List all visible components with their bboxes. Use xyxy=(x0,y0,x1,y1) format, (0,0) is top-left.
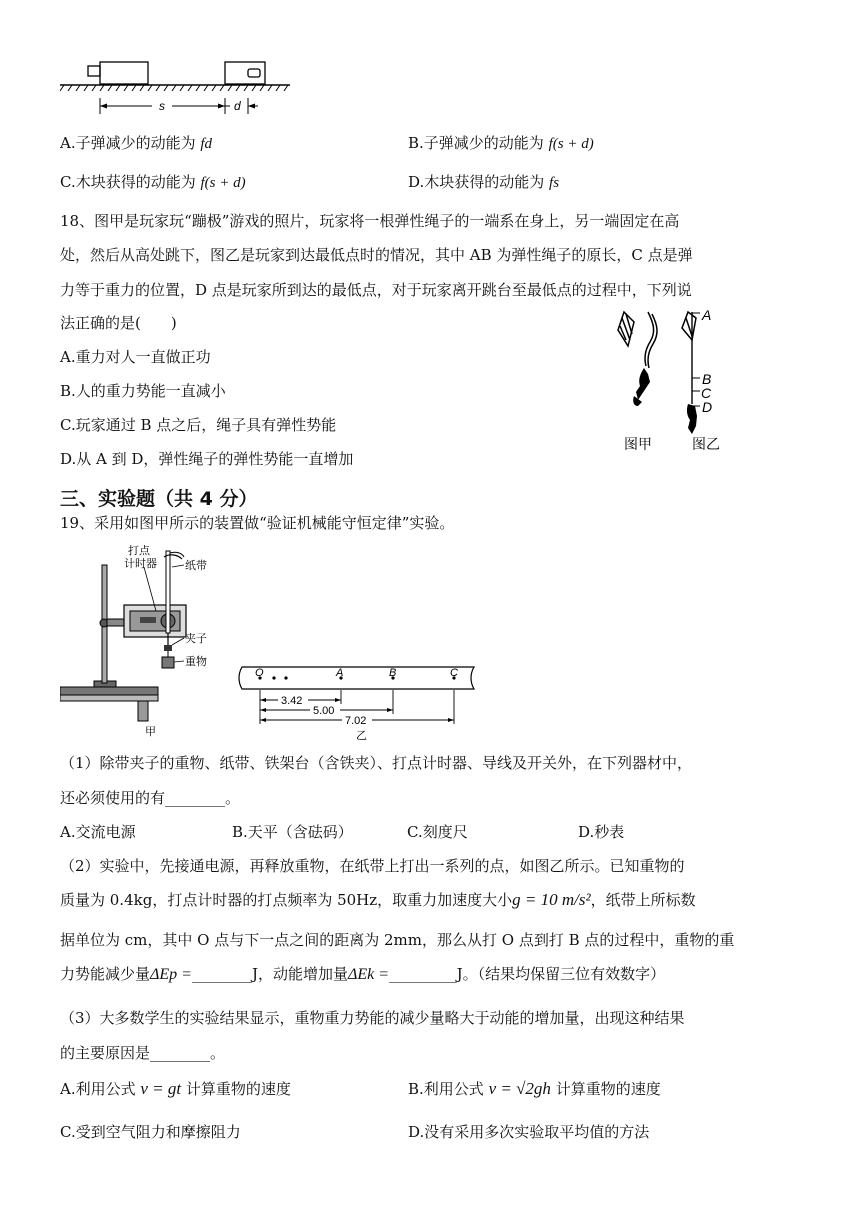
bungee-figure xyxy=(612,310,742,455)
q19-p3-line-2: 的主要原因是________。 xyxy=(60,1044,226,1062)
q17-option-d: D.木块获得的动能为 fs xyxy=(408,173,560,191)
weight-label: 重物 xyxy=(185,656,207,668)
q17-option-a: A.子弹减少的动能为 fd xyxy=(60,134,213,152)
point-a: A xyxy=(336,667,344,679)
section-heading: 三、实验题（共 4 分） xyxy=(60,488,258,510)
clip-label: 夹子 xyxy=(185,633,207,645)
tape-caption: 乙 xyxy=(356,730,367,742)
v-sqrt-formula: v = √2gh xyxy=(488,1079,551,1098)
q17-option-b-math: f(s + d) xyxy=(548,136,594,152)
q19-p2-line-4: 力势能减少量ΔEp =________J，动能增加量ΔEk =_________J。（结果均保留三位有效数字） xyxy=(60,965,666,983)
q19-p2-line-2: 质量为 0.4kg，打点计时器的打点频率为 50Hz，取重力加速度大小g = 10 m/s²，纸带上所标数 xyxy=(60,890,696,909)
q19-p1-line-2: 还必须使用的有________。 xyxy=(60,789,241,807)
q19-p3-option-d: D.没有采用多次实验取平均值的方法 xyxy=(408,1123,650,1141)
point-c: C xyxy=(450,667,458,679)
q19-intro: 19、采用如图甲所示的装置做“验证机械能守恒定律”实验。 xyxy=(60,514,455,532)
v-gt-formula: v = gt xyxy=(140,1079,182,1098)
delta-ek-formula: ΔEk = xyxy=(348,966,390,983)
q19-p2-line-3: 据单位为 cm，其中 O 点与下一点之间的距离为 2mm，那么从打 O 点到打 B 点的过程中，重物的重 xyxy=(60,931,735,949)
q19-p1-option-d: D.秒表 xyxy=(578,823,625,841)
point-o: O xyxy=(255,667,264,679)
distance-oa: 3.42 xyxy=(281,695,303,707)
q19-p3-option-b: B.利用公式 v = √2gh 计算重物的速度 xyxy=(408,1079,661,1098)
d-label: d xyxy=(234,99,241,113)
q18-option-c: C.玩家通过 B 点之后，绳子具有弹性势能 xyxy=(60,416,337,434)
caption-jia: 图甲 xyxy=(624,436,652,452)
q19-p1-line-1: （1）除带夹子的重物、纸带、铁架台（含铁夹）、打点计时器、导线及开关外，在下列器材中， xyxy=(60,754,693,772)
tape-label: 纸带 xyxy=(185,560,207,572)
q18-line-4: 法正确的是( ) xyxy=(60,314,177,332)
gravity-formula: g = 10 m/s² xyxy=(512,890,591,909)
q17-option-c-math: f(s + d) xyxy=(200,175,246,191)
q18-option-a: A.重力对人一直做正功 xyxy=(60,348,211,366)
q18-option-b: B.人的重力势能一直减小 xyxy=(60,382,226,400)
q19-p3-option-c: C.受到空气阻力和摩擦阻力 xyxy=(60,1123,241,1141)
timer-label-2: 计时器 xyxy=(124,558,157,570)
q17-option-b: B.子弹减少的动能为 f(s + d) xyxy=(408,134,594,152)
q19-p3-option-a: A.利用公式 v = gt 计算重物的速度 xyxy=(60,1079,291,1098)
label-a: A xyxy=(702,310,712,323)
bullet-block-figure xyxy=(60,58,290,118)
label-c: C xyxy=(701,385,712,401)
q18-line-1: 18、图甲是玩家玩“蹦极”游戏的照片，玩家将一根弹性绳子的一端系在身上，另一端固定在高 xyxy=(60,212,680,230)
q19-p1-option-b: B.天平（含砝码） xyxy=(232,823,353,841)
q19-p1-option-a: A.交流电源 xyxy=(60,823,136,841)
s-label: s xyxy=(159,99,165,113)
apparatus-caption: 甲 xyxy=(145,726,156,738)
point-b: B xyxy=(389,667,397,679)
q18-option-d: D.从 A 到 D，弹性绳子的弹性势能一直增加 xyxy=(60,450,354,468)
q19-p2-line-1: （2）实验中，先接通电源，再释放重物，在纸带上打出一系列的点，如图乙所示。已知重物的 xyxy=(60,857,685,875)
apparatus-figure xyxy=(60,545,235,740)
q18-line-2: 处，然后从高处跳下，图乙是玩家到达最低点时的情况，其中 AB 为弹性绳子的原长，C 点是弹 xyxy=(60,246,693,264)
timer-label-1: 打点 xyxy=(128,545,150,557)
q17-option-a-math: fd xyxy=(200,136,213,152)
label-d: D xyxy=(702,399,713,415)
distance-ob: 5.00 xyxy=(313,705,335,717)
q19-p3-line-1: （3）大多数学生的实验结果显示，重物重力势能的减少量略大于动能的增加量，出现这种结果 xyxy=(60,1009,685,1027)
delta-ep-formula: ΔEp = xyxy=(150,966,192,983)
distance-oc: 7.02 xyxy=(345,715,367,727)
q19-p1-option-c: C.刻度尺 xyxy=(407,823,468,841)
q17-option-c: C.木块获得的动能为 f(s + d) xyxy=(60,173,246,191)
q18-line-3: 力等于重力的位置，D 点是玩家所到达的最低点，对于玩家离开跳台至最低点的过程中，下列说 xyxy=(60,281,692,299)
label-b: B xyxy=(702,371,712,387)
caption-yi: 图乙 xyxy=(692,436,720,452)
q17-option-d-math: fs xyxy=(549,175,560,191)
tape-figure xyxy=(236,660,476,742)
